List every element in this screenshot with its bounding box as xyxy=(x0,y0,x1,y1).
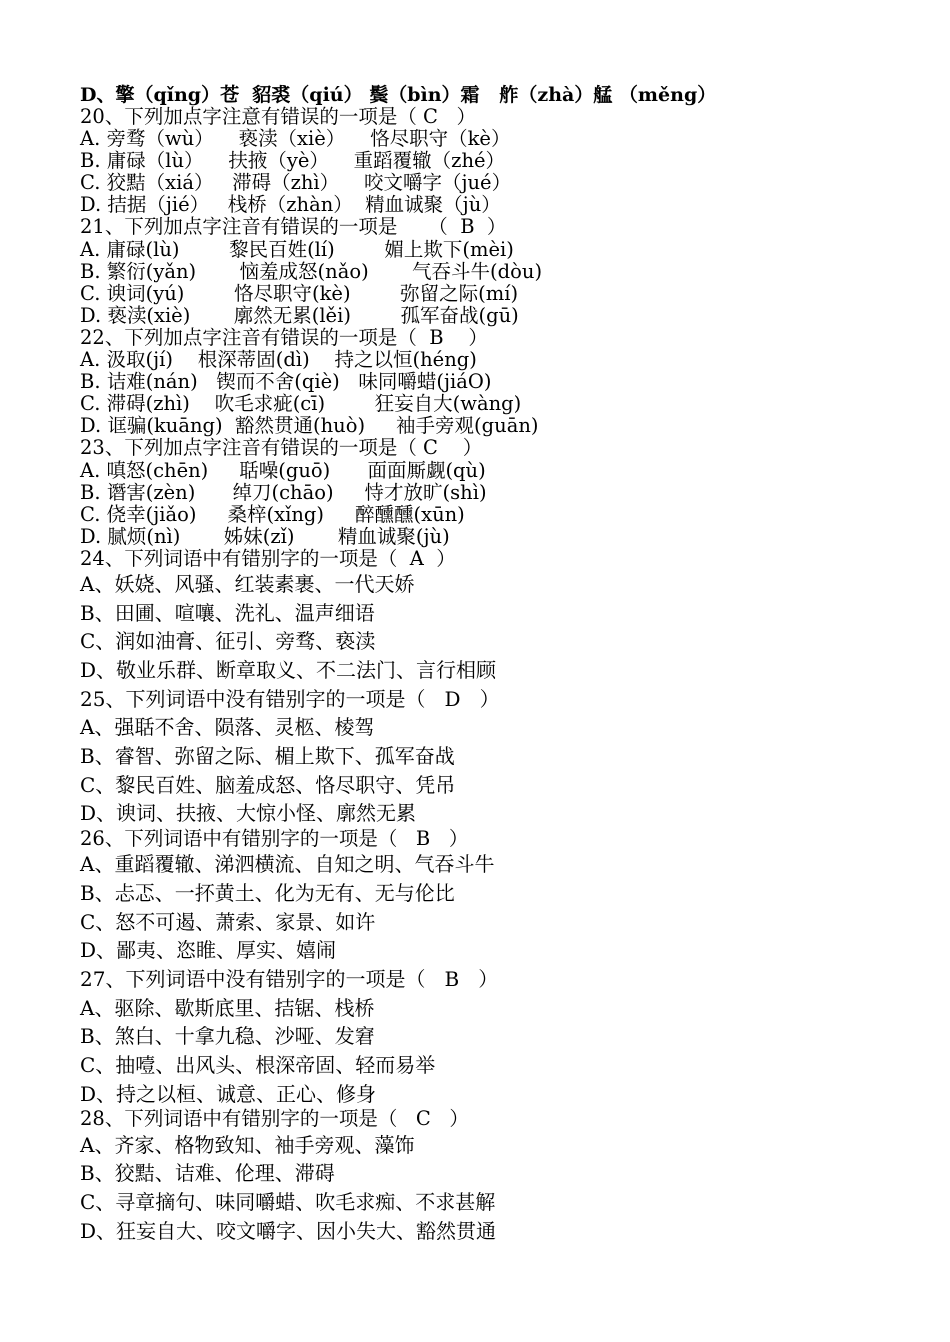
document-page xyxy=(80,84,900,1245)
option-line: D、持之以桓、诚意、正心、修身 xyxy=(80,1081,377,1106)
option-line: D. 诓骗(kuāng) 豁然贯通(huò) 袖手旁观(guān) xyxy=(80,414,539,438)
option-line: B、狡黠、诘难、伦理、滞碍 xyxy=(80,1161,335,1186)
option-line: C、寻章摘句、味同嚼蜡、吹毛求痴、不求甚解 xyxy=(80,1189,496,1214)
option-line: B、忐忑、一抔黄土、化为无有、无与伦比 xyxy=(80,880,455,905)
question-23: 23、下列加点字注音有错误的一项是（ C ） xyxy=(80,436,483,460)
option-line: B. 繁衍(yǎn) 恼羞成怒(nǎo) 气吞斗牛(dòu) xyxy=(80,259,543,283)
option-line: A. 庸碌(lù) 黎民百姓(lí) 媚上欺下(mèi) xyxy=(80,237,514,261)
option-line: A. 汲取(jí) 根深蒂固(dì) 持之以恒(héng) xyxy=(80,348,477,372)
question-22: 22、下列加点字注音有错误的一项是（ B ） xyxy=(80,325,488,349)
option-line: B. 谮害(zèn) 绰刀(chāo) 恃才放旷(shì) xyxy=(80,480,487,504)
option-line: C. 侥幸(jiǎo) 桑梓(xǐng) 醉醺醺(xūn) xyxy=(80,502,465,526)
question-21: 21、下列加点字注音有错误的一项是 （ B ） xyxy=(80,215,507,239)
option-line: C、怒不可遏、萧索、家景、如许 xyxy=(80,909,376,934)
option-line: D、谀词、扶掖、大惊小怪、廓然无累 xyxy=(80,801,417,826)
question-20: 20、下列加点字注意有错误的一项是（ C ） xyxy=(80,105,477,128)
option-line: C、润如油膏、征引、旁骛、亵渎 xyxy=(80,629,376,654)
option-line: A、重蹈覆辙、涕泗横流、自知之明、气吞斗牛 xyxy=(80,852,495,877)
question-25: 25、下列词语中没有错别字的一项是（ D ） xyxy=(80,686,500,711)
question-27: 27、下列词语中没有错别字的一项是（ B ） xyxy=(80,967,499,991)
option-line: A. 嗔怒(chēn) 聒噪(guō) 面面厮觑(qù) xyxy=(80,458,486,482)
question-28: 28、下列词语中有错别字的一项是（ C ） xyxy=(80,1107,469,1131)
option-line: C. 滞碍(zhì) 吹毛求疵(cī) 狂妄自大(wàng) xyxy=(80,392,522,416)
option-line: A. 旁骛（wù） 亵渎（xiè） 恪尽职守（kè） xyxy=(80,127,511,151)
option-line: D、敬业乐群、断章取义、不二法门、言行相顾 xyxy=(80,658,497,683)
text-line: D、擎（qǐng）苍 貂裘（qiú） 鬓（bìn）霜 舴（zhà）艋 （měng） xyxy=(80,84,717,106)
question-26: 26、下列词语中有错别字的一项是（ B ） xyxy=(80,827,469,851)
option-line: A、妖娆、风骚、红装素裹、一代天娇 xyxy=(80,571,415,596)
option-line: C. 狡黠（xiá） 滞碍（zhì） 咬文嚼字（jué） xyxy=(80,171,512,195)
option-line: D. 腻烦(nì) 姊妹(zǐ) 精血诚聚(jù) xyxy=(80,524,450,548)
option-line: B、煞白、十拿九稳、沙哑、发窘 xyxy=(80,1024,375,1049)
option-line: B、田圃、喧嚷、洗礼、温声细语 xyxy=(80,600,375,625)
option-line: B. 诘难(nán) 锲而不舍(qiè) 味同嚼蜡(jiáO) xyxy=(80,370,492,394)
option-line: A、强聒不舍、陨落、灵柩、棱驾 xyxy=(80,715,375,740)
option-line: B. 庸碌（lù） 扶掖（yè） 重蹈覆辙（zhé） xyxy=(80,149,506,173)
option-line: B、睿智、弥留之际、楣上欺下、孤军奋战 xyxy=(80,744,455,769)
option-line: A、齐家、格物致知、袖手旁观、藻饰 xyxy=(80,1132,415,1157)
option-line: A、驱除、歇斯底里、拮锯、栈桥 xyxy=(80,995,375,1020)
option-line: D、狂妄自大、咬文嚼字、因小失大、豁然贯通 xyxy=(80,1218,497,1243)
question-24: 24、下列词语中有错别字的一项是（ A ） xyxy=(80,546,456,570)
option-line: C、抽噎、出风头、根深帝固、轻而易举 xyxy=(80,1053,436,1078)
option-line: C、黎民百姓、脑羞成怒、恪尽职守、凭吊 xyxy=(80,772,456,797)
option-line: D. 拮据（jié） 栈桥（zhàn） 精血诚聚（jù） xyxy=(80,193,501,217)
option-line: D、鄙夷、恣睢、厚实、嬉闹 xyxy=(80,938,337,963)
option-line: C. 谀词(yú) 恪尽职守(kè) 弥留之际(mí) xyxy=(80,281,519,305)
option-line: D. 亵渎(xiè) 廓然无累(lěi) 孤军奋战(gū) xyxy=(80,303,519,327)
